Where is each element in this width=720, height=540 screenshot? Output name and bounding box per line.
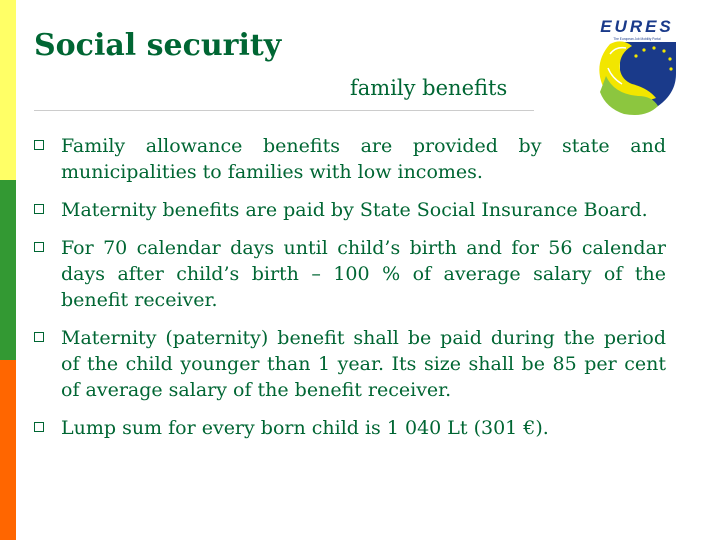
accent-bar-yellow — [0, 0, 16, 180]
list-item — [34, 133, 666, 185]
list-item — [34, 325, 666, 403]
bullet-text: Maternity (paternity) benefit shall be paid during the period of the child younger than 1 year. Its size shall be 85 per cent of average salary of the benefit receiver. — [61, 327, 666, 401]
checkbox-bullet-icon — [34, 242, 44, 252]
eures-logo — [592, 14, 682, 124]
accent-bar-green — [0, 180, 16, 360]
list-item — [34, 415, 666, 441]
slide-subtitle: family benefits — [350, 76, 508, 100]
checkbox-bullet-icon — [34, 140, 44, 150]
eures-logo-tagline: The European Job Mobility Portal — [613, 37, 661, 41]
list-item — [34, 197, 666, 223]
checkbox-bullet-icon — [34, 332, 44, 342]
slide-title: Social security — [34, 28, 282, 63]
eures-logo-wordmark: EURES — [600, 17, 674, 36]
list-item — [34, 235, 666, 313]
checkbox-bullet-icon — [34, 422, 44, 432]
checkbox-bullet-icon — [34, 204, 44, 214]
bullet-text: Family allowance benefits are provided by state and municipalities to families with low incomes. — [61, 135, 666, 183]
title-divider — [34, 110, 534, 111]
bullet-text: Lump sum for every born child is 1 040 Lt (301 €). — [61, 417, 549, 439]
bullet-text: For 70 calendar days until child’s birth and for 56 calendar days after child’s birth – 100 % of average salary of the benefit receiver. — [61, 237, 666, 311]
eures-emblem-icon — [599, 41, 676, 115]
bullet-list — [34, 133, 666, 441]
accent-bar-orange — [0, 360, 16, 540]
bullet-text: Maternity benefits are paid by State Social Insurance Board. — [61, 199, 648, 221]
